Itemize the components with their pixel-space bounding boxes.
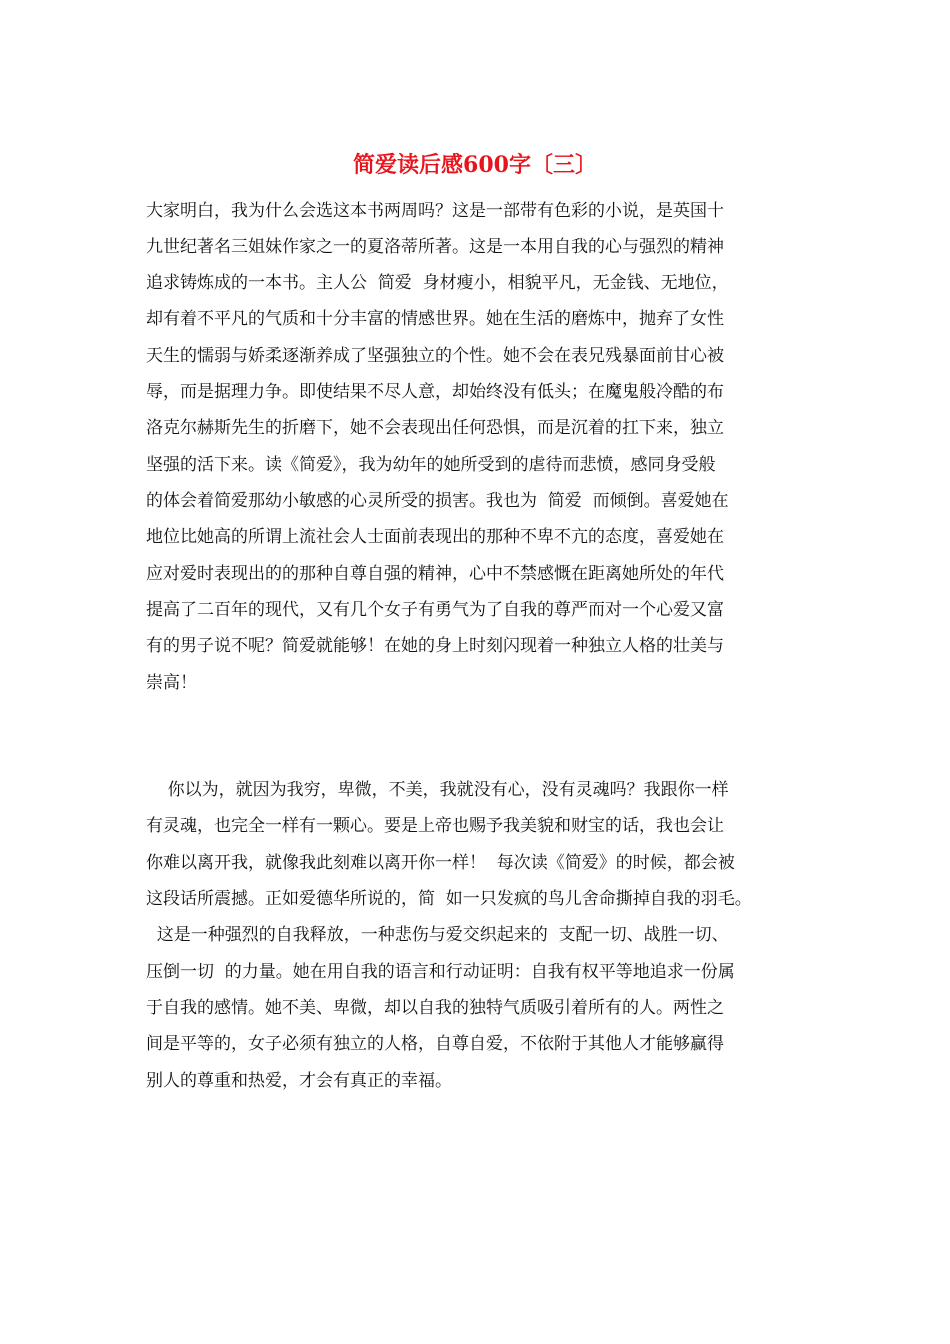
- text-line: 辱，而是据理力争。即使结果不尽人意，却始终没有低头；在魔鬼般冷酷的布: [146, 382, 724, 402]
- text-line: 地位比她高的所谓上流社会人士面前表现出的那种不卑不亢的态度，喜爱她在: [146, 527, 724, 547]
- text-line: 你以为，就因为我穷，卑微，不美，我就没有心，没有灵魂吗？我跟你一样: [146, 780, 729, 800]
- text-line: 大家明白，我为什么会选这本书两周吗？这是一部带有色彩的小说，是英国十: [146, 201, 724, 221]
- page-title: 简爱读后感600字〔三〕: [353, 152, 597, 178]
- text-line: 压倒一切 的力量。她在用自我的语言和行动证明：自我有权平等地追求一份属: [146, 962, 735, 982]
- text-line: 却有着不平凡的气质和十分丰富的情感世界。她在生活的磨炼中，抛弃了女性: [146, 309, 724, 329]
- text-line: 的体会着简爱那幼小敏感的心灵所受的损害。我也为 简爱 而倾倒。喜爱她在: [146, 491, 729, 511]
- text-line: 追求铸炼成的一本书。主人公 简爱 身材瘦小，相貌平凡，无金钱、无地位，: [146, 273, 729, 293]
- text-line: 九世纪著名三姐妹作家之一的夏洛蒂所著。这是一本用自我的心与强烈的精神: [146, 237, 724, 257]
- text-line: 你难以离开我，就像我此刻难以离开你一样！ 每次读《简爱》的时候，都会被: [146, 853, 735, 873]
- text-line: 间是平等的，女子必须有独立的人格，自尊自爱，不依附于其他人才能够赢得: [146, 1034, 724, 1054]
- text-line: 提高了二百年的现代，又有几个女子有勇气为了自我的尊严而对一个心爱又富: [146, 600, 724, 620]
- text-line: 别人的尊重和热爱，才会有真正的幸福。: [146, 1071, 452, 1091]
- text-line: 崇高！: [146, 673, 197, 693]
- text-line: 应对爱时表现出的的那种自尊自强的精神，心中不禁感慨在距离她所处的年代: [146, 564, 724, 584]
- text-line: 这是一种强烈的自我释放，一种悲伤与爱交织起来的 支配一切、战胜一切、: [146, 925, 729, 945]
- text-line: 天生的懦弱与娇柔逐渐养成了坚强独立的个性。她不会在表兄残暴面前甘心被: [146, 346, 724, 366]
- text-line: 于自我的感情。她不美、卑微，却以自我的独特气质吸引着所有的人。两性之: [146, 998, 724, 1018]
- text-line: 有灵魂，也完全一样有一颗心。要是上帝也赐予我美貌和财宝的话，我也会让: [146, 816, 724, 836]
- text-line: 这段话所震撼。正如爱德华所说的，简 如一只发疯的鸟儿舍命撕掉自我的羽毛。: [146, 889, 752, 909]
- text-line: 坚强的活下来。读《简爱》，我为幼年的她所受到的虐待而悲愤，感同身受般: [146, 455, 716, 475]
- text-line: 洛克尔赫斯先生的折磨下，她不会表现出任何恐惧，而是沉着的扛下来，独立: [146, 418, 724, 438]
- text-line: 有的男子说不呢？简爱就能够！在她的身上时刻闪现着一种独立人格的壮美与: [146, 636, 724, 656]
